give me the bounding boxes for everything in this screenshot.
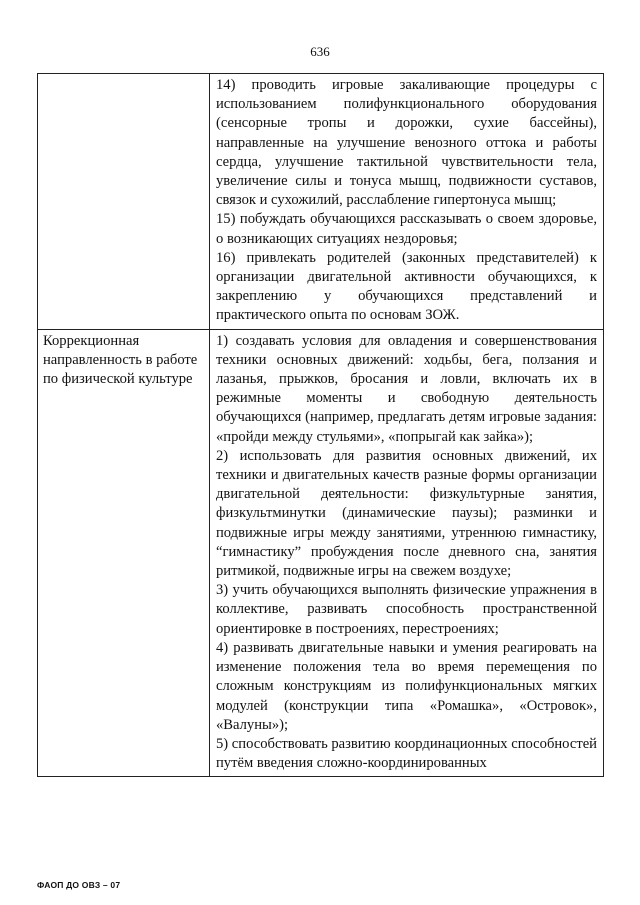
- list-item: 16) привлекать родителей (законных представителей) к организации двигательной активности обучающихся, к закреплению у обучающихся представлений и практического опыта по основам ЗОЖ.: [216, 249, 597, 324]
- table-row: [38, 74, 604, 330]
- content-table: [37, 73, 604, 777]
- section-content-cell: [210, 329, 604, 777]
- list-item: 5) способствовать развитию координационных способностей путём введения сложно-координированных: [216, 735, 597, 772]
- section-label-cell: Коррекционная направленность в работе по физической культуре: [38, 329, 210, 777]
- page-number: 636: [310, 44, 330, 59]
- list-item: 15) побуждать обучающихся рассказывать о своем здоровье, о возникающих ситуациях нездоровья;: [216, 211, 597, 247]
- page-bottom-margin: [37, 858, 606, 905]
- document-footer: ФАОП ДО ОВЗ – 07: [37, 880, 121, 890]
- list-item: 1) создавать условия для овладения и совершенствования техники основных движений: ходьбы, бега, ползания и лазанья, прыжков, бросания и ловли, включать их в режимные моменты и свободную деятельность обучающихся (например, предлагать детям игровые задания: «пройди между стульями», «попрыгай как зайка»);: [216, 332, 597, 445]
- list-item: 14) проводить игровые закаливающие процедуры с использованием полифункционального оборудования (сенсорные тропы и дорожки, сухие бассейны), направленные на улучшение венозного оттока и работы сердца, улучшение тактильной чувствительности тела, увеличение силы и тонуса мышц, подвижности суставов, связок и сухожилий, расслабление гипертонуса мышц;: [216, 77, 597, 209]
- section-label-cell: [38, 74, 210, 330]
- section-content-cell: [210, 74, 604, 330]
- list-item: 2) использовать для развития основных движений, их техники и двигательных качеств разные формы организации двигательной деятельности: физкультурные занятия, физкультминутки (динамические паузы); разминки и подвижные игры между занятиями, утреннюю гимнастику, “гимнастику” пробуждения после дневного сна, занятия ритмикой, подвижные игры на свежем воздухе;: [216, 447, 597, 580]
- list-item: 3) учить обучающихся выполнять физические упражнения в коллективе, развивать способность пространственной ориентировке в построениях, перестроениях;: [216, 582, 597, 637]
- list-item: 4) развивать двигательные навыки и умения реагировать на изменение положения тела во время перемещения по сложным конструкциям из полифункциональных мягких модулей (конструкции типа «Ромашка», «Островок», «Валуны»);: [216, 639, 597, 733]
- table-row: [38, 329, 604, 777]
